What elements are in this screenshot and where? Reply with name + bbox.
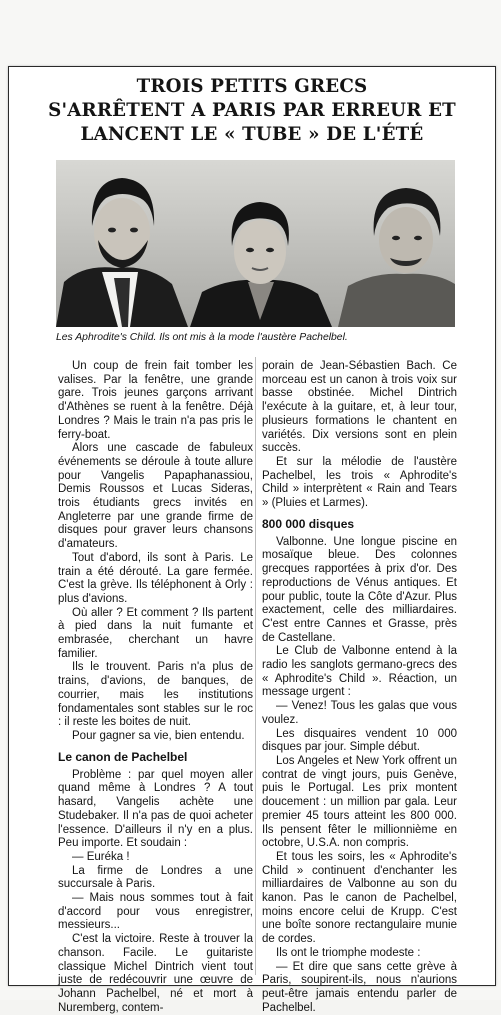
- headline-line-3: LANCENT LE « TUBE » DE L'ÉTÉ: [80, 124, 424, 145]
- paragraph: C'est la victoire. Reste à trouver la chanson. Facile. Le guitariste classique Michel Dintrich vient tout juste de redécouvrir une œuvre de Johann Pachelbel, né et mort à Nuremberg, contem-: [58, 933, 253, 1014]
- headline-line-2: S'ARRÊTENT A PARIS PAR ERREUR ET: [48, 100, 456, 121]
- left-column: [58, 360, 253, 1015]
- paragraph: — Et dire que sans cette grève à Paris, soupirent-ils, nous n'aurions peut-être jamais entendu parler de Pachelbel.: [262, 960, 457, 1014]
- band-photo-illustration: [56, 160, 455, 327]
- paragraph: Où aller ? Et comment ? Ils partent à pied dans la nuit fumante et embrasée, cherchant un havre familier.: [58, 606, 253, 660]
- headline-line-1: TROIS PETITS GRECS: [136, 76, 368, 97]
- paragraph: Valbonne. Une longue piscine en mosaïque bleue. Des colonnes grecques rapportées à prix d'or. Des reproductions de Vénus antiques. Et pour public, toute la Côte d'Azur. Plus exactement, celle des milliardaires. C'est entre Cannes et Grasse, près de Castellane.: [262, 535, 457, 644]
- paragraph: Et sur la mélodie de l'austère Pachelbel, les trois « Aphrodite's Child » interprètent « Rain and Tears » (Pluies et Larmes).: [262, 455, 457, 510]
- paragraph: Tout d'abord, ils sont à Paris. Le train a été dérouté. La gare fermée. C'est la grève. Ils téléphonent à Orly : plus d'avions.: [58, 551, 253, 605]
- paragraph: La firme de Londres a une succursale à Paris.: [58, 864, 253, 891]
- paragraph: — Venez! Tous les galas que vous voulez.: [262, 700, 457, 726]
- paragraph: Un coup de frein fait tomber les valises. Par la fenêtre, une grande gare. Trois jeunes garçons arrivant d'Athènes se ruent à la fenêtre. Déjà Londres ? Mais le train n'a pas pris le ferry-boat.: [58, 360, 253, 441]
- paragraph: Les disquaires vendent 10 000 disques par jour. Simple début.: [262, 727, 457, 754]
- paragraph: — Mais nous sommes tout à fait d'accord pour vous enregistrer, messieurs...: [58, 892, 253, 932]
- column-divider: [255, 357, 256, 975]
- right-column: [262, 360, 457, 1015]
- headline: [9, 75, 495, 147]
- paragraph: Problème : par quel moyen aller quand même à Londres ? A tout hasard, Vangelis achète une Studebaker. Il n'a pas de quoi acheter l'essence. D'ailleurs il n'y en a plus. Peu importe. Et soudain :: [58, 768, 253, 850]
- paragraph: Pour gagner sa vie, bien entendu.: [72, 729, 245, 742]
- photo-caption: Les Aphrodite's Child. Ils ont mis à la mode l'austère Pachelbel.: [56, 332, 348, 343]
- paragraph: Alors une cascade de fabuleux événements se déroule à toute allure pour Vangelis Papaphanassiou, Demis Roussos et Lucas Sideras, trois étudiants grecs invités en Angleterre par une grande firme de disques pour graver leurs chansons d'amateurs.: [58, 442, 253, 551]
- paragraph: Los Angeles et New York offrent un contrat de vingt jours, puis Genève, puis le Portugal. Les prix montent doucement : un million par gala. Leur premier 45 tours atteint les 800 000. Ils pensent fêter le millionnième en octobre, U.S.A. non compris.: [262, 754, 457, 850]
- section-heading: Le canon de Pachelbel: [58, 749, 188, 764]
- paragraph: Le Club de Valbonne entend à la radio les sanglots germano-grecs des « Aphrodite's Child ». Réaction, un message urgent :: [262, 645, 457, 699]
- paragraph: porain de Jean-Sébastien Bach. Ce morceau est un canon à trois voix sur basse obstinée. Michel Dintrich l'exécute à la guitare, et, à leur tour, plusieurs formations le chantent en variétés. Dix versions sont en plein succès.: [262, 360, 457, 455]
- band-photo: [56, 160, 455, 327]
- paragraph: Ils ont le triomphe modeste :: [276, 946, 421, 959]
- paragraph: Ils le trouvent. Paris n'a plus de trains, d'avions, de banques, de courrier, mais les institutions fondamentales sont stables sur le roc : il reste les boites de nuit.: [58, 661, 253, 729]
- newspaper-clipping: [8, 66, 496, 1014]
- paragraph: Et tous les soirs, les « Aphrodite's Child » continuent d'enchanter les milliardaires de Valbonne au son du kanon. Pas le canon de Pachelbel, moins encore celui de Krupp. C'est une boîte sonore rectangulaire munie de cordes.: [262, 850, 457, 946]
- paragraph: — Euréka !: [72, 850, 130, 863]
- section-heading: 800 000 disques: [262, 516, 355, 531]
